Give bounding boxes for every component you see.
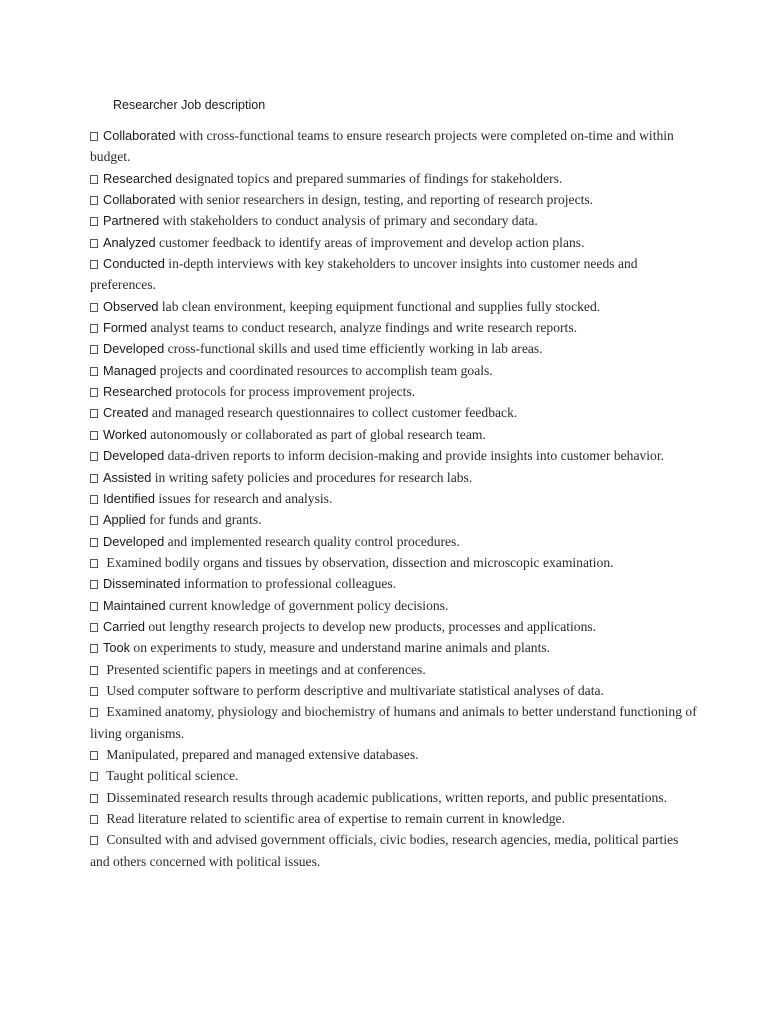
item-text: Examined anatomy, physiology and biochemistry of humans and animals to better understand functioning of living organisms.	[90, 704, 697, 741]
list-item	[90, 360, 700, 381]
item-text: Presented scientific papers in meetings and at conferences.	[103, 661, 426, 677]
checkbox-bullet-icon	[90, 409, 98, 418]
list-item	[90, 787, 700, 808]
list-item	[90, 552, 700, 573]
item-text: Disseminated research results through academic publications, written reports, and public presentations.	[103, 789, 667, 805]
item-text: Examined bodily organs and tissues by observation, dissection and microscopic examination.	[103, 554, 614, 570]
checkbox-bullet-icon	[90, 217, 98, 226]
list-item	[90, 338, 700, 359]
action-verb: Developed	[103, 448, 165, 464]
item-text: analyst teams to conduct research, analyze findings and write research reports.	[147, 320, 578, 336]
action-verb: Applied	[103, 512, 146, 528]
checkbox-bullet-icon	[90, 772, 98, 781]
item-text: Consulted with and advised government officials, civic bodies, research agencies, media, political parties and others concerned with political issues.	[90, 832, 679, 869]
checkbox-bullet-icon	[90, 623, 98, 632]
list-item	[90, 765, 700, 786]
item-text: on experiments to study, measure and understand marine animals and plants.	[130, 640, 551, 656]
action-verb: Collaborated	[103, 192, 176, 208]
document-title: Researcher Job description	[113, 98, 266, 112]
checkbox-bullet-icon	[90, 132, 98, 141]
item-text: protocols for process improvement projects.	[172, 384, 416, 400]
checkbox-bullet-icon	[90, 836, 98, 845]
list-item	[90, 210, 700, 231]
item-text: out lengthy research projects to develop new products, processes and applications.	[144, 618, 597, 634]
document-page	[90, 96, 700, 872]
list-item	[90, 232, 700, 253]
item-text: with stakeholders to conduct analysis of primary and secondary data.	[159, 213, 538, 229]
checkbox-bullet-icon	[90, 345, 98, 354]
checkbox-bullet-icon	[90, 751, 98, 760]
list-item	[90, 744, 700, 765]
list-item	[90, 445, 700, 466]
checkbox-bullet-icon	[90, 474, 98, 483]
list-item	[90, 829, 700, 872]
list-item	[90, 659, 700, 680]
checkbox-bullet-icon	[90, 602, 98, 611]
checkbox-bullet-icon	[90, 687, 98, 696]
item-text: and managed research questionnaires to collect customer feedback.	[148, 405, 518, 421]
list-item	[90, 253, 700, 296]
list-item	[90, 125, 700, 168]
checkbox-bullet-icon	[90, 260, 98, 269]
list-item	[90, 402, 700, 423]
item-text: projects and coordinated resources to accomplish team goals.	[156, 362, 493, 378]
list-item	[90, 701, 700, 744]
item-text: information to professional colleagues.	[180, 576, 397, 592]
checkbox-bullet-icon	[90, 538, 98, 547]
item-text: Taught political science.	[103, 768, 239, 784]
action-verb: Took	[103, 640, 131, 656]
action-verb: Observed	[103, 298, 159, 314]
item-text: Read literature related to scientific area of expertise to remain current in knowledge.	[103, 811, 565, 826]
list-item	[90, 296, 700, 317]
list-item	[90, 509, 700, 530]
action-verb: Disseminated	[103, 576, 181, 592]
item-text: issues for research and analysis.	[154, 490, 333, 506]
action-verb: Conducted	[103, 256, 165, 272]
item-text: Manipulated, prepared and managed extensive databases.	[103, 746, 419, 762]
checkbox-bullet-icon	[90, 367, 98, 376]
checkbox-bullet-icon	[90, 815, 98, 824]
action-verb: Partnered	[103, 213, 160, 229]
action-verb: Created	[103, 405, 149, 421]
list-item	[90, 637, 700, 658]
list-item	[90, 616, 700, 637]
checkbox-bullet-icon	[90, 196, 98, 205]
list-item	[90, 424, 700, 445]
checkbox-bullet-icon	[90, 495, 98, 504]
checkbox-bullet-icon	[90, 666, 98, 675]
checkbox-bullet-icon	[90, 708, 98, 717]
item-text: in-depth interviews with key stakeholders to uncover insights into customer needs and preferences.	[90, 256, 638, 293]
list-item	[90, 317, 700, 338]
action-verb: Developed	[103, 533, 165, 549]
list-item	[90, 467, 700, 488]
checkbox-bullet-icon	[90, 580, 98, 589]
action-verb: Identified	[103, 490, 155, 506]
item-text: Used computer software to perform descriptive and multivariate statistical analyses of data.	[103, 682, 604, 698]
action-verb: Formed	[103, 320, 148, 336]
action-verb: Maintained	[103, 597, 166, 613]
item-text: data-driven reports to inform decision-making and provide insights into customer behavior.	[164, 448, 665, 464]
checkbox-bullet-icon	[90, 794, 98, 803]
action-verb: Analyzed	[103, 234, 156, 250]
item-text: and implemented research quality control procedures.	[164, 533, 460, 549]
item-text: designated topics and prepared summaries of findings for stakeholders.	[172, 170, 563, 186]
action-verb: Researched	[103, 170, 173, 186]
item-text: with senior researchers in design, testing, and reporting of research projects.	[175, 192, 594, 208]
duties-list	[90, 125, 700, 872]
checkbox-bullet-icon	[90, 644, 98, 653]
list-item	[90, 531, 700, 552]
list-item	[90, 808, 700, 829]
checkbox-bullet-icon	[90, 303, 98, 312]
checkbox-bullet-icon	[90, 388, 98, 397]
item-text: customer feedback to identify areas of improvement and develop action plans.	[155, 234, 585, 250]
list-item	[90, 680, 700, 701]
checkbox-bullet-icon	[90, 431, 98, 440]
list-item	[90, 573, 700, 594]
action-verb: Assisted	[103, 469, 152, 485]
checkbox-bullet-icon	[90, 239, 98, 248]
checkbox-bullet-icon	[90, 559, 98, 568]
item-text: cross-functional skills and used time efficiently working in lab areas.	[164, 341, 543, 357]
action-verb: Collaborated	[103, 128, 176, 143]
checkbox-bullet-icon	[90, 452, 98, 461]
item-text: autonomously or collaborated as part of global research team.	[146, 426, 486, 442]
checkbox-bullet-icon	[90, 324, 98, 333]
action-verb: Developed	[103, 341, 165, 357]
item-text: lab clean environment, keeping equipment functional and supplies fully stocked.	[158, 298, 601, 314]
item-text: with cross-functional teams to ensure research projects were completed on-time and within budget.	[90, 128, 674, 165]
list-item	[90, 381, 700, 402]
list-item	[90, 595, 700, 616]
item-text: in writing safety policies and procedures for research labs.	[151, 469, 473, 485]
list-item	[90, 488, 700, 509]
action-verb: Researched	[103, 384, 173, 400]
item-text: current knowledge of government policy decisions.	[165, 597, 449, 613]
checkbox-bullet-icon	[90, 175, 98, 184]
action-verb: Worked	[103, 426, 147, 442]
item-text: for funds and grants.	[145, 512, 262, 528]
list-item	[90, 189, 700, 210]
action-verb: Managed	[103, 362, 157, 378]
list-item	[90, 168, 700, 189]
action-verb: Carried	[103, 618, 145, 634]
checkbox-bullet-icon	[90, 516, 98, 525]
